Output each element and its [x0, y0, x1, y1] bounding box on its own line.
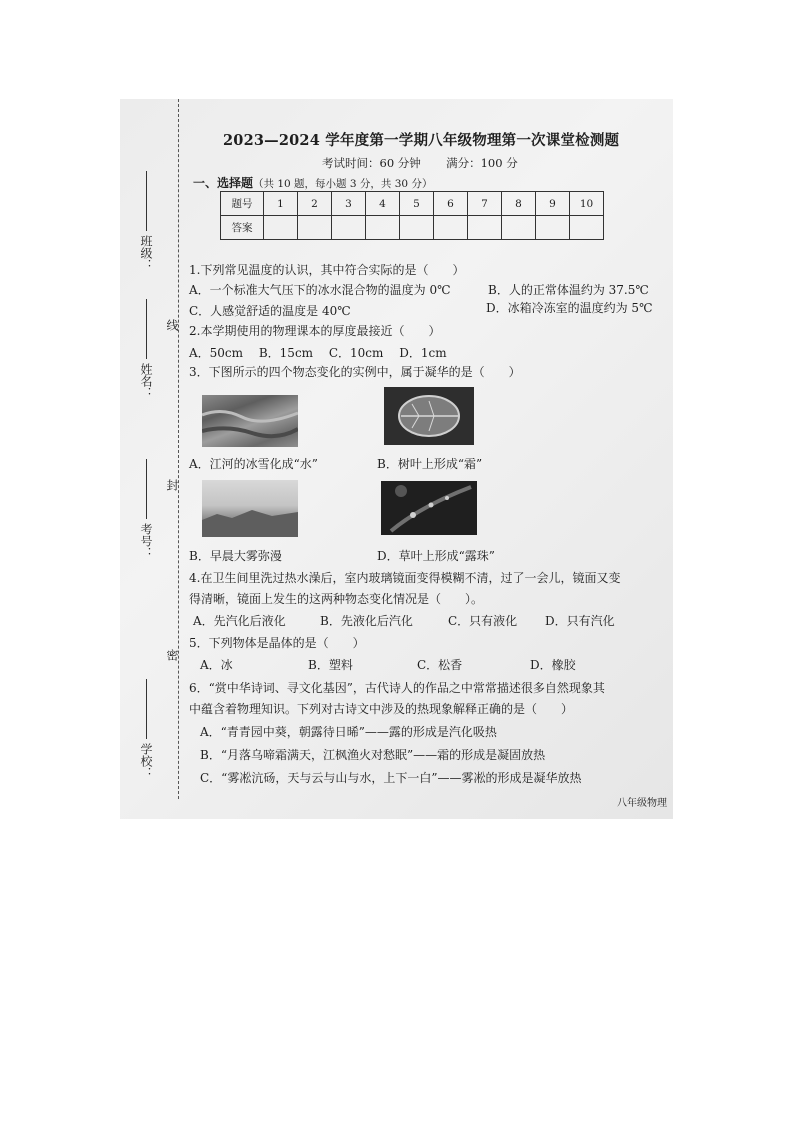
answer-cell[interactable] [332, 216, 366, 240]
q3-option-b: B．树叶上形成“霜” [377, 457, 483, 471]
table-cell: 4 [366, 192, 400, 216]
q4-stem-line2: 得清晰，镜面上发生的这两种物态变化情况是（ ）。 [189, 592, 484, 606]
table-cell: 8 [502, 192, 536, 216]
school-label: 学校： [139, 742, 153, 779]
answer-cell[interactable] [264, 216, 298, 240]
number-label: 考号： [139, 522, 153, 559]
answer-cell[interactable] [366, 216, 400, 240]
table-cell: 1 [264, 192, 298, 216]
q6-stem-line2: 中蕴含着物理知识。下列对古诗文中涉及的热现象解释正确的是（ ） [189, 702, 574, 716]
table-header-answer: 答案 [221, 216, 264, 240]
answer-cell[interactable] [502, 216, 536, 240]
table-cell: 2 [298, 192, 332, 216]
q1-option-c: C．人感觉舒适的温度是 40℃ [189, 304, 351, 318]
q3-option-d: D．草叶上形成“露珠” [377, 549, 495, 563]
class-field [138, 171, 155, 271]
q3-image-c [202, 480, 298, 537]
answer-table-answer-row [221, 216, 604, 240]
q3-option-a: A．江河的冰雪化成“水” [189, 457, 318, 471]
dew-grass-image [381, 481, 477, 535]
table-cell: 7 [468, 192, 502, 216]
q5-option-a: A．冰 [200, 658, 233, 672]
table-cell: 5 [400, 192, 434, 216]
q2-stem: 2.本学期使用的物理课本的厚度最接近（ ） [189, 324, 441, 338]
seal-char-secret: 密 [165, 649, 179, 661]
q6-option-b: B．“月落乌啼霜满天，江枫渔火对愁眠”——霜的形成是凝固放热 [200, 748, 546, 762]
section-note: （共 10 题，每小题 3 分，共 30 分） [253, 178, 433, 190]
answer-cell[interactable] [400, 216, 434, 240]
name-field [138, 299, 155, 399]
table-cell: 9 [536, 192, 570, 216]
section-label: 一、选择题 [193, 176, 254, 190]
name-underline [146, 299, 147, 359]
q6-option-a: A．“青青园中葵，朝露待日晞”——露的形成是汽化吸热 [200, 725, 497, 739]
answer-cell[interactable] [434, 216, 468, 240]
table-cell: 6 [434, 192, 468, 216]
answer-table [220, 191, 604, 240]
exam-time: 考试时间：60 分钟 [322, 156, 421, 170]
table-cell: 3 [332, 192, 366, 216]
exam-title: 2023—2024 学年度第一学期八年级物理第一次课堂检测题 [223, 132, 620, 149]
answer-cell[interactable] [468, 216, 502, 240]
q5-stem: 5．下列物体是晶体的是（ ） [189, 636, 365, 650]
q3-image-a [202, 395, 298, 447]
full-score: 满分：100 分 [446, 156, 518, 170]
q3-image-b [384, 387, 474, 445]
q4-option-d: D．只有汽化 [545, 614, 615, 628]
q3-image-d [381, 481, 477, 535]
school-field [138, 679, 155, 779]
q1-option-d: D．冰箱冷冻室的温度约为 5℃ [486, 301, 653, 315]
class-underline [146, 171, 147, 231]
q5-option-b: B．塑料 [308, 658, 353, 672]
name-label: 姓名： [139, 362, 153, 399]
fog-image [202, 480, 298, 537]
exam-paper-photo [120, 99, 673, 819]
seal-char-line: 线 [165, 319, 179, 331]
answer-cell[interactable] [570, 216, 604, 240]
q4-stem-line1: 4.在卫生间里洗过热水澡后，室内玻璃镜面变得模糊不清，过了一会儿，镜面又变 [189, 571, 621, 585]
q6-stem-line1: 6．“赏中华诗词、寻文化基因”，古代诗人的作品之中常常描述很多自然现象其 [189, 681, 605, 695]
school-underline [146, 679, 147, 739]
frost-leaf-image [384, 387, 474, 445]
number-field [138, 459, 155, 559]
q4-option-b: B．先液化后汽化 [320, 614, 413, 628]
answer-cell[interactable] [536, 216, 570, 240]
q4-option-a: A．先汽化后液化 [193, 614, 286, 628]
seal-char-seal: 封 [165, 479, 179, 491]
ice-melt-image [202, 395, 298, 447]
q4-option-c: C．只有液化 [448, 614, 518, 628]
q1-option-a: A．一个标准大气压下的冰水混合物的温度为 0℃ [189, 283, 451, 297]
q6-option-c: C．“雾凇沆砀，天与云与山与水，上下一白”——雾凇的形成是凝华放热 [200, 771, 582, 785]
q3-stem: 3．下图所示的四个物态变化的实例中，属于凝华的是（ ） [189, 365, 521, 379]
number-underline [146, 459, 147, 519]
section-heading [193, 174, 432, 191]
page-footer: 八年级物理 [617, 798, 667, 809]
q5-option-d: D．橡胶 [530, 658, 576, 672]
table-header-number: 题号 [221, 192, 264, 216]
q5-option-c: C．松香 [417, 658, 463, 672]
q2-options: A．50cm B．15cm C．10cm D．1cm [189, 346, 447, 360]
answer-cell[interactable] [298, 216, 332, 240]
class-label: 班级： [139, 234, 153, 271]
answer-table-number-row [221, 192, 604, 216]
q1-option-b: B．人的正常体温约为 37.5℃ [488, 283, 649, 297]
binding-dashed-line [178, 99, 179, 799]
table-cell: 10 [570, 192, 604, 216]
exam-info [322, 155, 518, 171]
q3-option-c: B．早晨大雾弥漫 [189, 549, 282, 563]
q1-stem: 1.下列常见温度的认识，其中符合实际的是（ ） [189, 263, 465, 277]
